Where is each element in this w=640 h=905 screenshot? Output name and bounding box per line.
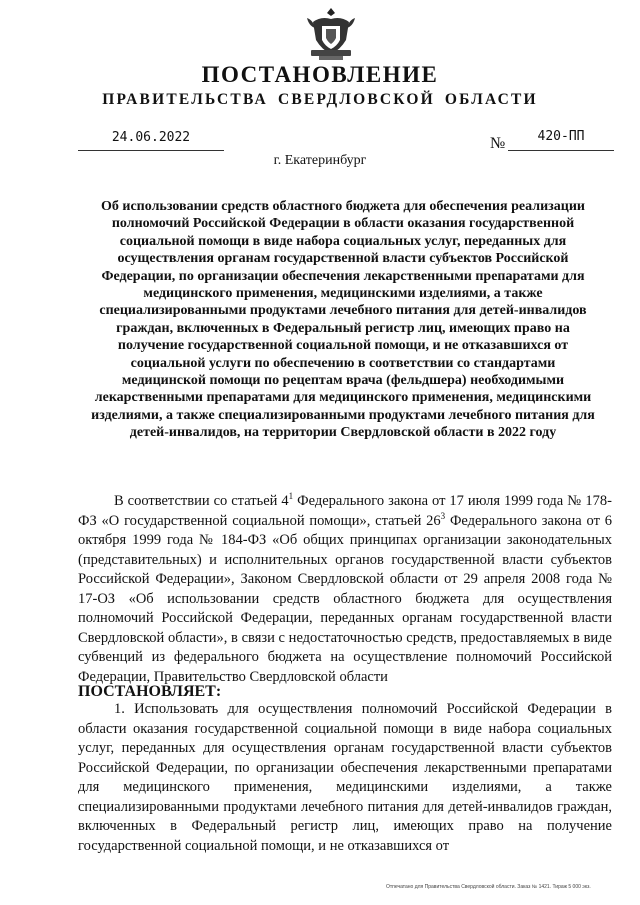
preamble-text-c: Федерального закона от 6 октября 1999 года № 184-ФЗ «Об общих принципах организации законодательных (представительных) и исполнительных органов государственной власти субъектов Российской Федерации», Законом Свердловской области от 29 апреля 2008 года № 17-ОЗ «Об использовании средств областного бюджета для осуществления полномочий Российской Федерации, переданных органам государственной власти Свердловской области», в связи с недостаточностью средств, предоставляемых в виде субвенций из федерального бюджета на осуществление полномочий Российской Федерации, Правительство Свердловской области (78, 512, 612, 685)
document-type: ПОСТАНОВЛЕНИЕ (201, 62, 439, 87)
city: г. Екатеринбург (273, 153, 367, 168)
date-field: 24.06.2022 (78, 128, 224, 151)
coat-of-arms-icon (305, 4, 357, 62)
preamble-text-b: Федерального закона от 17 июля 1999 года № 178-ФЗ «О государственной социальной помощи», статьей 26 (78, 493, 612, 529)
footnote-sup-1: 1 (288, 491, 294, 502)
footnote-sup-2: 3 (440, 510, 446, 521)
issuer-name: ПРАВИТЕЛЬСТВА СВЕРДЛОВСКОЙ ОБЛАСТИ (102, 91, 538, 108)
document-title: Об использовании средств областного бюджета для обеспечения реализации полномочий Российской Федерации в области оказания государственной социальной помощи в виде набора социальных услуг, переданных для осуществления органам государственной власти субъектов Российской Федерации, по организации обеспечения лекарственными препаратами для медицинского применения, медицинскими изделиями, а также специализированными продуктами лечебного питания для детей-инвалидов граждан, включенных в Федеральный регистр лиц, имеющих право на получение государственной социальной помощи, и не отказавшихся от социальной услуги по обеспечению в соответствии со стандартами медицинской помощи по рецептам врача (фельдшера) необходимыми лекарственными препаратами для медицинского применения, медицинскими изделиями, а также специализированными продуктами лечебного питания для детей-инвалидов, на территории Свердловской области в 2022 году (91, 199, 595, 441)
document-number: 420-ПП (508, 128, 614, 151)
clause-1-paragraph: 1. Использовать для осуществления полномочий Российской Федерации в области оказания государственной социальной помощи в виде набора социальных услуг, переданных для осуществления органам государственной власти субъектов Российской Федерации, по организации обеспечения лекарственными препаратами для медицинского применения, медицинскими изделиями, а также специализированными продуктами лечебного питания для детей-инвалидов граждан, включенных в Федеральный регистр лиц, имеющих право на получение государственной социальной помощи, и не отказавшихся от (78, 701, 612, 854)
resolves-heading: ПОСТАНОВЛЯЕТ: (78, 683, 222, 700)
print-footer: Отпечатано для Правительства Свердловской области. Заказ № 1421. Тираж 5 000 экз. (386, 884, 591, 890)
number-sign: № (490, 135, 506, 152)
preamble-paragraph (78, 492, 612, 687)
preamble-text-a: В соответствии со статьей 4 (114, 493, 289, 509)
